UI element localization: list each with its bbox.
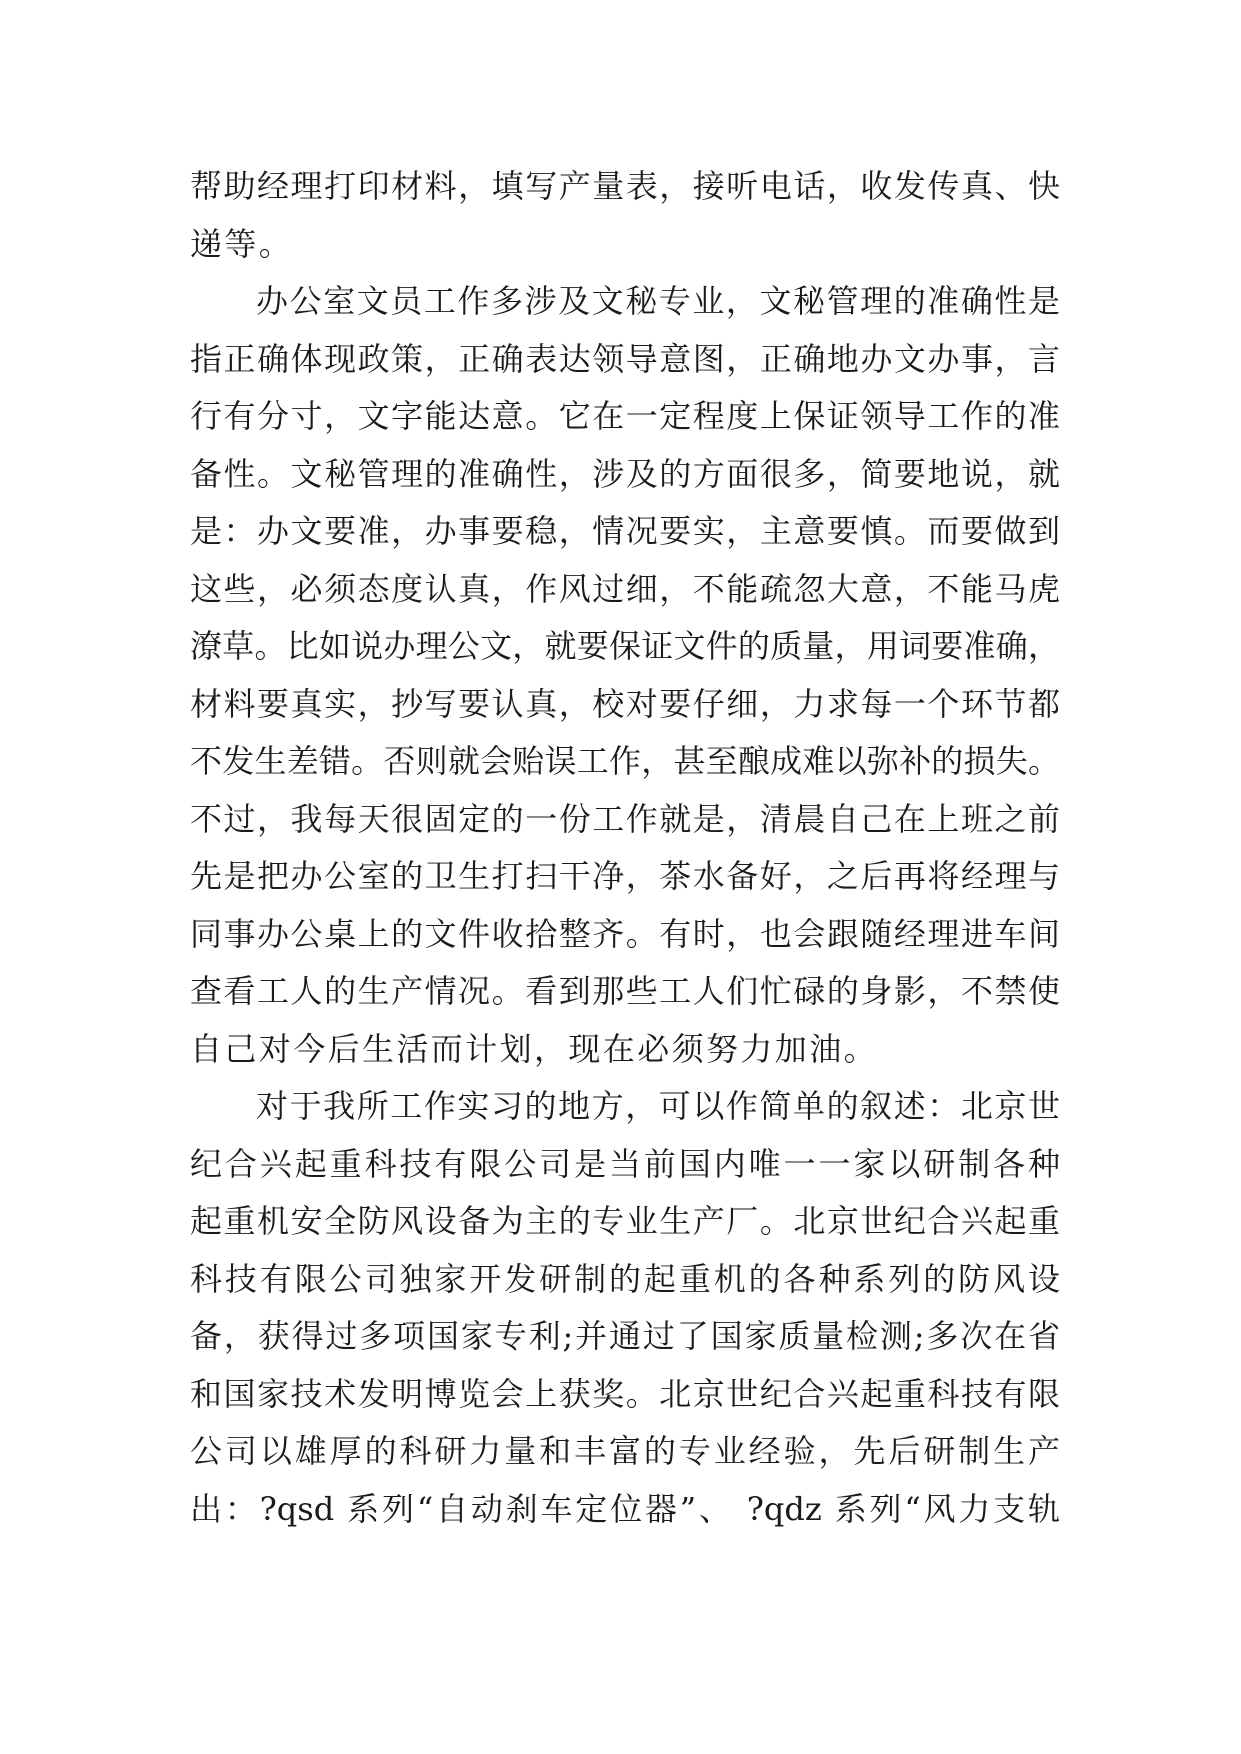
text-line: 先是把办公室的卫生打扫干净，茶水备好，之后再将经理与: [190, 857, 1060, 895]
paragraph: [190, 158, 1060, 273]
paragraph: [190, 1078, 1060, 1538]
text-line: 这些，必须态度认真，作风过细，不能疏忽大意，不能马虎: [190, 569, 1060, 608]
body-text: [190, 158, 1060, 1538]
text-line: 纪合兴起重科技有限公司是当前国内唯一一家以研制各种: [190, 1144, 1060, 1183]
text-line: 自己对今后生活而计划，现在必须努力加油。: [190, 1029, 879, 1068]
text-line: 起重机安全防风设备为主的专业生产厂。北京世纪合兴起重: [190, 1202, 1060, 1240]
text-line: 不过，我每天很固定的一份工作就是，清晨自己在上班之前: [190, 799, 1060, 838]
text-line: 潦草。比如说办理公文，就要保证文件的质量，用词要准确，: [190, 627, 1060, 665]
text-line: 备，获得过多项国家专利;并通过了国家质量检测;多次在省: [190, 1317, 1060, 1355]
text-line: 备性。文秘管理的准确性，涉及的方面很多，简要地说，就: [190, 454, 1060, 493]
text-line: 查看工人的生产情况。看到那些工人们忙碌的身影，不禁使: [190, 972, 1060, 1010]
text-line: 出：?qsd 系列“自动刹车定位器”、 ?qdz 系列“风力支轨: [190, 1489, 1060, 1528]
text-line: 帮助经理打印材料，填写产量表，接听电话，收发传真、快: [190, 167, 1060, 205]
text-line: 是：办文要准，办事要稳，情况要实，主意要慎。而要做到: [190, 512, 1060, 550]
text-line: 同事办公桌上的文件收拾整齐。有时，也会跟随经理进车间: [190, 914, 1060, 953]
paragraph: [190, 273, 1060, 1078]
text-line: 递等。: [190, 224, 294, 263]
text-line: 公司以雄厚的科研力量和丰富的专业经验，先后研制生产: [190, 1432, 1060, 1470]
text-line: 科技有限公司独家开发研制的起重机的各种系列的防风设: [190, 1259, 1060, 1298]
text-line: 材料要真实，抄写要认真，校对要仔细，力求每一个环节都: [190, 684, 1060, 723]
text-line: 和国家技术发明博览会上获奖。北京世纪合兴起重科技有限: [190, 1374, 1060, 1413]
text-line: 行有分寸，文字能达意。它在一定程度上保证领导工作的准: [190, 397, 1060, 435]
text-line: 对于我所工作实习的地方，可以作简单的叙述：北京世: [256, 1087, 1060, 1125]
text-line: 不发生差错。否则就会贻误工作，甚至酿成难以弥补的损失。: [190, 742, 1060, 780]
text-line: 办公室文员工作多涉及文秘专业，文秘管理的准确性是: [256, 282, 1060, 320]
text-line: 指正确体现政策，正确表达领导意图，正确地办文办事，言: [190, 339, 1060, 378]
